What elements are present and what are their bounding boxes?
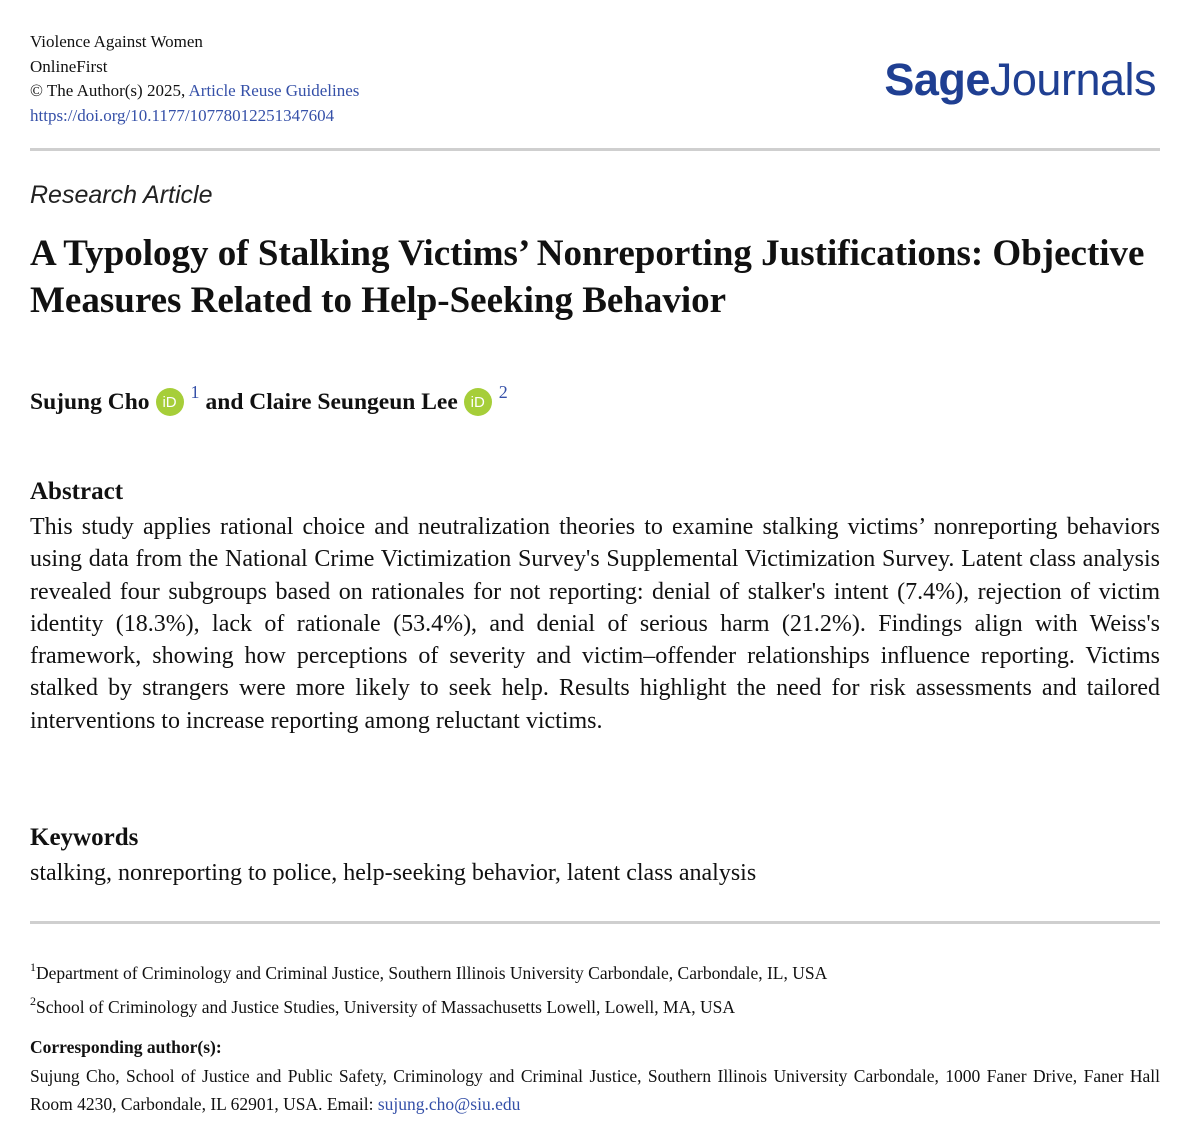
keywords-text: stalking, nonreporting to police, help-seeking behavior, latent class analysis (30, 860, 757, 886)
journal-edition: OnlineFirst (30, 56, 108, 76)
affiliation-item (30, 988, 827, 1022)
orcid-icon[interactable]: iD (464, 388, 492, 416)
doi-link[interactable]: https://doi.org/10.1177/10778012251347604 (30, 105, 335, 125)
affiliation-text: Department of Criminology and Criminal Justice, Southern Illinois University Carbondale, Carbondale, IL, USA (36, 962, 828, 983)
affiliation-number: 2 (30, 993, 36, 1008)
affiliation-item (30, 954, 827, 988)
journal-name: Violence Against Women (30, 32, 203, 51)
logo-journals: Journals (989, 54, 1156, 105)
copyright-text: © The Author(s) 2025, (30, 81, 186, 100)
abstract-heading: Abstract (30, 478, 124, 505)
author-name: Sujung Cho (30, 388, 150, 415)
corresponding-author-text (30, 1062, 1160, 1118)
author-list (30, 381, 514, 416)
orcid-icon[interactable]: iD (156, 388, 184, 416)
corresponding-address: Sujung Cho, School of Justice and Public Safety, Criminology and Criminal Justice, Southern Illinois University Carbondale, 1000 Faner Drive, Faner Hall Room 4230, Carbondale, IL 62901, USA. Email: (30, 1066, 1160, 1114)
affiliation-number: 1 (30, 960, 36, 974)
abstract-text: This study applies rational choice and neutralization theories to examine stalking victims’ nonreporting behaviors using data from the National Crime Victimization Survey's Supplemental Victimization Survey. Latent class analysis revealed four subgroups based on rationales for not reporting: denial of stalker's intent (7.4%), rejection of victim identity (18.3%), lack of rationale (53.4%), and denial of serious harm (21.2%). Findings align with Weiss's framework, showing how perceptions of severity and victim–offender relationships influence reporting. Victims stalked by strangers were more likely to seek help. Results highlight the need for risk assessments and tailored interventions to increase reporting among reluctant victims. (30, 514, 1160, 734)
journal-meta (30, 30, 359, 128)
corresponding-author-heading: Corresponding author(s): (30, 1037, 222, 1057)
author-name: Claire Seungeun Lee (249, 388, 458, 415)
article-type: Research Article (30, 181, 213, 209)
affiliation-marker[interactable]: 1 (190, 381, 200, 402)
sage-journals-logo[interactable] (884, 54, 1156, 106)
affiliations (30, 954, 827, 1022)
copyright-line (30, 79, 359, 104)
footer-divider (30, 921, 1160, 924)
affiliation-text: School of Criminology and Justice Studies, University of Massachusetts Lowell, Lowell, MA, USA (36, 996, 735, 1017)
article-title: A Typology of Stalking Victims’ Nonreporting Justifications: Objective Measures Related to Help-Seeking Behavior (30, 233, 1145, 321)
header-divider (30, 148, 1160, 151)
email-link[interactable]: sujung.cho@siu.edu (377, 1094, 521, 1114)
article-reuse-guidelines-link[interactable]: Article Reuse Guidelines (188, 81, 360, 100)
author-connector: and (205, 388, 244, 415)
logo-sage: Sage (884, 54, 990, 105)
affiliation-marker[interactable]: 2 (498, 381, 508, 402)
keywords-heading: Keywords (30, 824, 139, 851)
